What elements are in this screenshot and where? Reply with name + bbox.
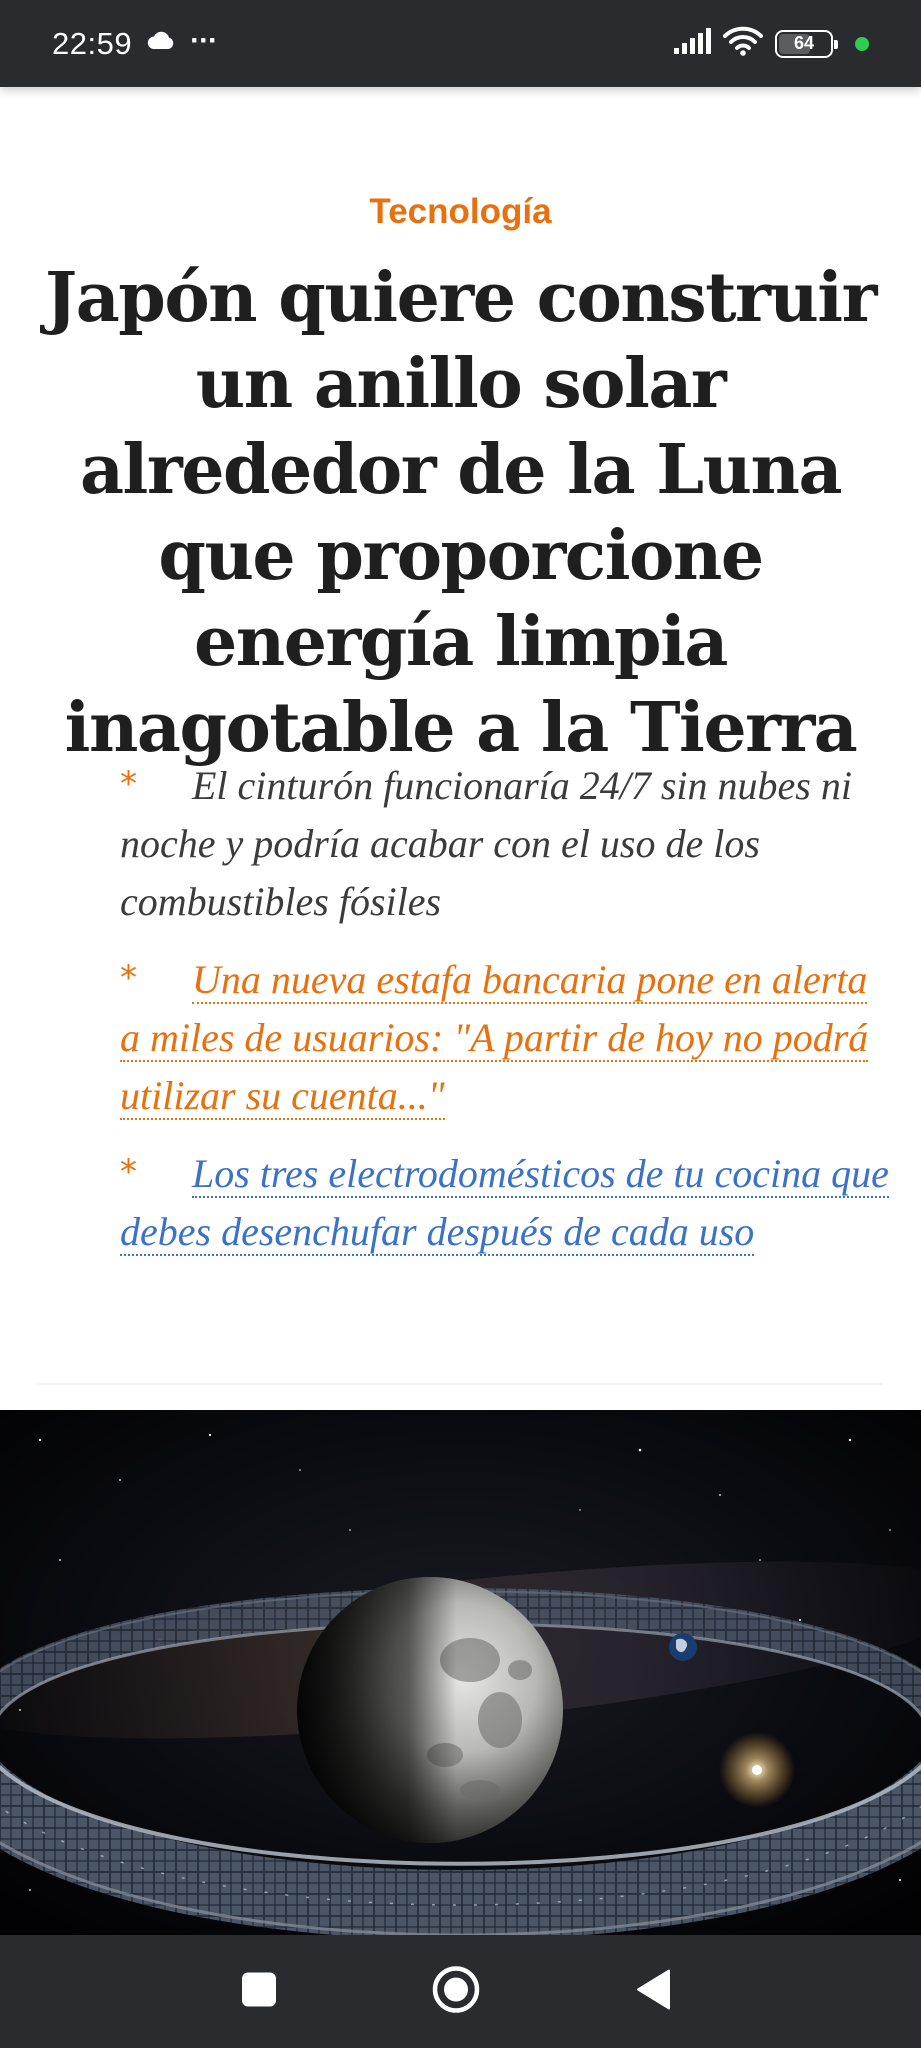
recents-square-icon[interactable] [241, 1971, 277, 2012]
cloud-icon [146, 31, 176, 56]
bullet-text: El cinturón funcionaría 24/7 sin nubes ni noche y podría acabar con el uso de los combustibles fósiles [120, 763, 852, 924]
wifi-icon [723, 26, 763, 61]
status-left [52, 23, 218, 62]
battery-icon [775, 30, 833, 58]
status-time: 22:59 [52, 25, 133, 61]
status-bar [0, 0, 921, 87]
bullet-item[interactable] [120, 949, 890, 1125]
related-article-link[interactable]: Los tres electrodomésticos de tu cocina que debes desenchufar después de cada uso [120, 1151, 889, 1254]
category-label[interactable]: Tecnología [369, 192, 552, 231]
article-headline: Japón quiere construir un anillo solar alrededor de la Luna que proporcione energía limpia inagotable a la Tierra [45, 258, 876, 768]
hero-illustration [0, 1410, 921, 1935]
system-navigation-bar [0, 1935, 921, 2048]
related-article-link[interactable]: Una nueva estafa bancaria pone en alerta a miles de usuarios: "A partir de hoy no podrá utilizar su cuenta..." [120, 957, 869, 1118]
battery-level: 64 [793, 33, 815, 53]
bullet-item[interactable] [120, 1143, 890, 1261]
bullet-item [120, 755, 890, 931]
status-right [673, 26, 869, 61]
signal-icon [673, 28, 711, 59]
bullet-star-icon: * [120, 958, 137, 998]
back-triangle-icon[interactable] [635, 1968, 671, 2015]
related-bullets [120, 755, 890, 1279]
more-notifications-icon: ··· [190, 23, 218, 57]
hero-image-moon-solar-ring[interactable] [0, 1410, 921, 1935]
bullet-star-icon: * [120, 764, 137, 804]
privacy-indicator-dot [855, 37, 869, 51]
bullet-star-icon: * [120, 1152, 137, 1192]
divider [38, 1383, 883, 1385]
home-circle-icon[interactable] [432, 1965, 480, 2018]
